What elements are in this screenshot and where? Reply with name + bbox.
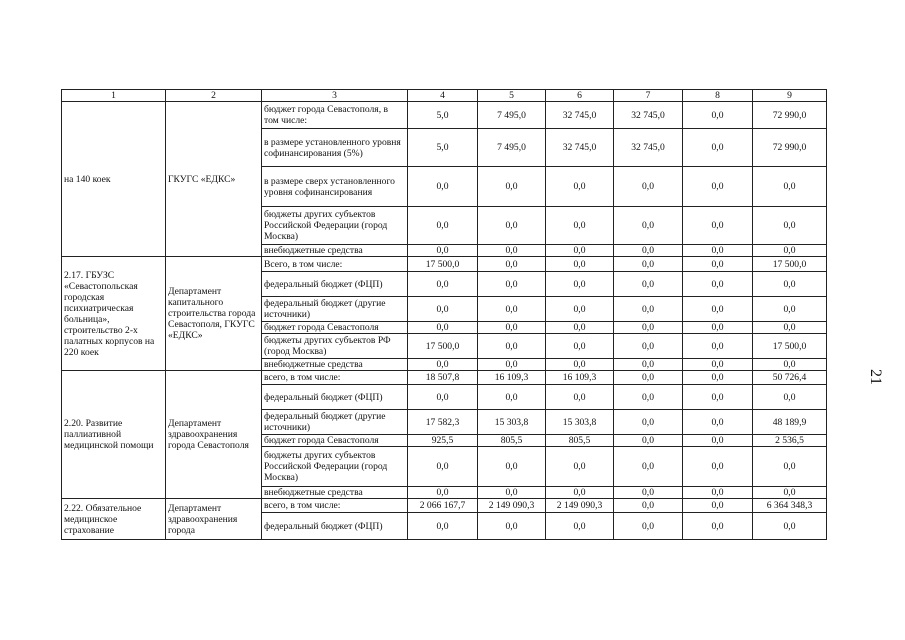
amount-cell: 6 364 348,3: [753, 499, 827, 513]
amount-cell: 0,0: [478, 359, 546, 371]
amount-cell: 16 109,3: [478, 371, 546, 385]
amount-cell: 0,0: [478, 322, 546, 334]
header-cell: 9: [753, 90, 827, 102]
amount-cell: 925,5: [408, 435, 478, 447]
amount-cell: 0,0: [478, 487, 546, 499]
amount-cell: 0,0: [478, 167, 546, 207]
header-row: [62, 90, 827, 102]
amount-cell: 0,0: [683, 207, 753, 245]
amount-cell: 7 495,0: [478, 129, 546, 167]
funding-source: внебюджетные средства: [262, 359, 408, 371]
amount-cell: 72 990,0: [753, 102, 827, 129]
amount-cell: 0,0: [614, 322, 683, 334]
amount-cell: 16 109,3: [546, 371, 614, 385]
amount-cell: 72 990,0: [753, 129, 827, 167]
amount-cell: 0,0: [614, 435, 683, 447]
amount-cell: 0,0: [478, 513, 546, 540]
amount-cell: 0,0: [478, 257, 546, 272]
amount-cell: 15 303,8: [478, 410, 546, 435]
amount-cell: 17 500,0: [408, 334, 478, 359]
amount-cell: 0,0: [614, 513, 683, 540]
amount-cell: 0,0: [683, 447, 753, 487]
amount-cell: 0,0: [753, 447, 827, 487]
amount-cell: 0,0: [408, 167, 478, 207]
funding-source: в размере установленного уровня софинансирования (5%): [262, 129, 408, 167]
amount-cell: 0,0: [614, 487, 683, 499]
amount-cell: 0,0: [408, 359, 478, 371]
header-cell: 5: [478, 90, 546, 102]
amount-cell: 0,0: [753, 272, 827, 297]
amount-cell: 0,0: [683, 513, 753, 540]
amount-cell: 0,0: [683, 385, 753, 410]
amount-cell: 0,0: [753, 322, 827, 334]
amount-cell: 0,0: [408, 513, 478, 540]
amount-cell: 0,0: [683, 257, 753, 272]
funding-source: внебюджетные средства: [262, 245, 408, 257]
amount-cell: 0,0: [753, 207, 827, 245]
amount-cell: 0,0: [683, 245, 753, 257]
header-cell: 8: [683, 90, 753, 102]
amount-cell: 0,0: [614, 167, 683, 207]
amount-cell: 0,0: [683, 499, 753, 513]
amount-cell: 0,0: [683, 359, 753, 371]
amount-cell: 0,0: [683, 371, 753, 385]
amount-cell: 0,0: [546, 359, 614, 371]
amount-cell: 0,0: [408, 447, 478, 487]
amount-cell: 0,0: [683, 410, 753, 435]
amount-cell: 0,0: [408, 385, 478, 410]
amount-cell: 17 500,0: [753, 257, 827, 272]
amount-cell: 0,0: [546, 167, 614, 207]
page-number: 21: [867, 369, 884, 385]
amount-cell: 32 745,0: [614, 102, 683, 129]
amount-cell: 2 149 090,3: [546, 499, 614, 513]
amount-cell: 2 066 167,7: [408, 499, 478, 513]
amount-cell: 0,0: [478, 447, 546, 487]
amount-cell: 0,0: [614, 371, 683, 385]
amount-cell: 0,0: [408, 487, 478, 499]
amount-cell: 0,0: [546, 257, 614, 272]
amount-cell: 0,0: [614, 447, 683, 487]
funding-source: федеральный бюджет (ФЦП): [262, 272, 408, 297]
amount-cell: 0,0: [546, 245, 614, 257]
amount-cell: 0,0: [546, 207, 614, 245]
amount-cell: 32 745,0: [546, 129, 614, 167]
table-row: [62, 257, 827, 272]
amount-cell: 0,0: [478, 297, 546, 322]
funding-source: бюджет города Севастополя, в том числе:: [262, 102, 408, 129]
amount-cell: 0,0: [614, 385, 683, 410]
amount-cell: 2 149 090,3: [478, 499, 546, 513]
amount-cell: 0,0: [683, 297, 753, 322]
table-row: [62, 371, 827, 385]
amount-cell: 0,0: [408, 272, 478, 297]
funding-source: федеральный бюджет (ФЦП): [262, 513, 408, 540]
amount-cell: 0,0: [683, 334, 753, 359]
amount-cell: 0,0: [753, 359, 827, 371]
funding-source: федеральный бюджет (другие источники): [262, 410, 408, 435]
measure-name: 2.20. Развитие паллиативной медицинской помощи: [62, 371, 166, 499]
amount-cell: 17 500,0: [753, 334, 827, 359]
amount-cell: 0,0: [753, 487, 827, 499]
amount-cell: 0,0: [683, 272, 753, 297]
table-row: [62, 102, 827, 129]
funding-source: бюджет города Севастополя: [262, 435, 408, 447]
amount-cell: 0,0: [478, 385, 546, 410]
amount-cell: 0,0: [753, 297, 827, 322]
amount-cell: 0,0: [683, 322, 753, 334]
amount-cell: 0,0: [546, 487, 614, 499]
amount-cell: 0,0: [546, 272, 614, 297]
amount-cell: 0,0: [683, 129, 753, 167]
funding-source: внебюджетные средства: [262, 487, 408, 499]
funding-source: федеральный бюджет (другие источники): [262, 297, 408, 322]
amount-cell: 0,0: [546, 447, 614, 487]
amount-cell: 2 536,5: [753, 435, 827, 447]
budget-table: [61, 89, 827, 540]
responsible-executor: Департамент здравоохранения города Севастополя: [166, 371, 262, 499]
header-cell: 1: [62, 90, 166, 102]
table-row: [62, 499, 827, 513]
amount-cell: 5,0: [408, 129, 478, 167]
amount-cell: 32 745,0: [546, 102, 614, 129]
amount-cell: 0,0: [753, 385, 827, 410]
amount-cell: 17 500,0: [408, 257, 478, 272]
amount-cell: 0,0: [614, 297, 683, 322]
funding-source: бюджеты других субъектов РФ (город Москва): [262, 334, 408, 359]
funding-source: бюджеты других субъектов Российской Федерации (город Москва): [262, 207, 408, 245]
amount-cell: 0,0: [408, 322, 478, 334]
amount-cell: 0,0: [683, 102, 753, 129]
amount-cell: 0,0: [614, 245, 683, 257]
amount-cell: 50 726,4: [753, 371, 827, 385]
funding-source: бюджеты других субъектов Российской Федерации (город Москва): [262, 447, 408, 487]
amount-cell: 0,0: [408, 297, 478, 322]
amount-cell: 0,0: [408, 245, 478, 257]
amount-cell: 0,0: [753, 245, 827, 257]
amount-cell: 0,0: [478, 245, 546, 257]
amount-cell: 0,0: [546, 334, 614, 359]
funding-source: федеральный бюджет (ФЦП): [262, 385, 408, 410]
header-cell: 6: [546, 90, 614, 102]
amount-cell: 0,0: [478, 334, 546, 359]
amount-cell: 0,0: [408, 207, 478, 245]
amount-cell: 48 189,9: [753, 410, 827, 435]
amount-cell: 805,5: [546, 435, 614, 447]
amount-cell: 32 745,0: [614, 129, 683, 167]
amount-cell: 15 303,8: [546, 410, 614, 435]
amount-cell: 0,0: [614, 334, 683, 359]
funding-source: Всего, в том числе:: [262, 257, 408, 272]
header-cell: 4: [408, 90, 478, 102]
header-cell: 7: [614, 90, 683, 102]
amount-cell: 0,0: [683, 487, 753, 499]
amount-cell: 5,0: [408, 102, 478, 129]
amount-cell: 0,0: [614, 257, 683, 272]
funding-source: всего, в том числе:: [262, 371, 408, 385]
funding-source: в размере сверх установленного уровня софинансирования: [262, 167, 408, 207]
responsible-executor: Департамент здравоохранения города: [166, 499, 262, 540]
funding-source: бюджет города Севастополя: [262, 322, 408, 334]
amount-cell: 0,0: [478, 272, 546, 297]
measure-name: 2.17. ГБУЗС «Севастопольская городская психиатрическая больница», строительство 2-х палатных корпусов на 220 коек: [62, 257, 166, 371]
amount-cell: 0,0: [614, 410, 683, 435]
amount-cell: 0,0: [614, 272, 683, 297]
amount-cell: 0,0: [614, 499, 683, 513]
amount-cell: 0,0: [753, 167, 827, 207]
amount-cell: 0,0: [683, 435, 753, 447]
amount-cell: 0,0: [753, 513, 827, 540]
funding-source: всего, в том числе:: [262, 499, 408, 513]
amount-cell: 0,0: [614, 207, 683, 245]
amount-cell: 805,5: [478, 435, 546, 447]
amount-cell: 18 507,8: [408, 371, 478, 385]
amount-cell: 17 582,3: [408, 410, 478, 435]
header-cell: 3: [262, 90, 408, 102]
measure-name: на 140 коек: [62, 102, 166, 257]
amount-cell: 7 495,0: [478, 102, 546, 129]
amount-cell: 0,0: [683, 167, 753, 207]
amount-cell: 0,0: [546, 322, 614, 334]
responsible-executor: ГКУГС «ЕДКС»: [166, 102, 262, 257]
header-cell: 2: [166, 90, 262, 102]
amount-cell: 0,0: [478, 207, 546, 245]
amount-cell: 0,0: [546, 297, 614, 322]
amount-cell: 0,0: [546, 513, 614, 540]
measure-name: 2.22. Обязательное медицинское страхование: [62, 499, 166, 540]
responsible-executor: Департамент капитального строительства города Севастополя, ГКУГС «ЕДКС»: [166, 257, 262, 371]
amount-cell: 0,0: [614, 359, 683, 371]
amount-cell: 0,0: [546, 385, 614, 410]
